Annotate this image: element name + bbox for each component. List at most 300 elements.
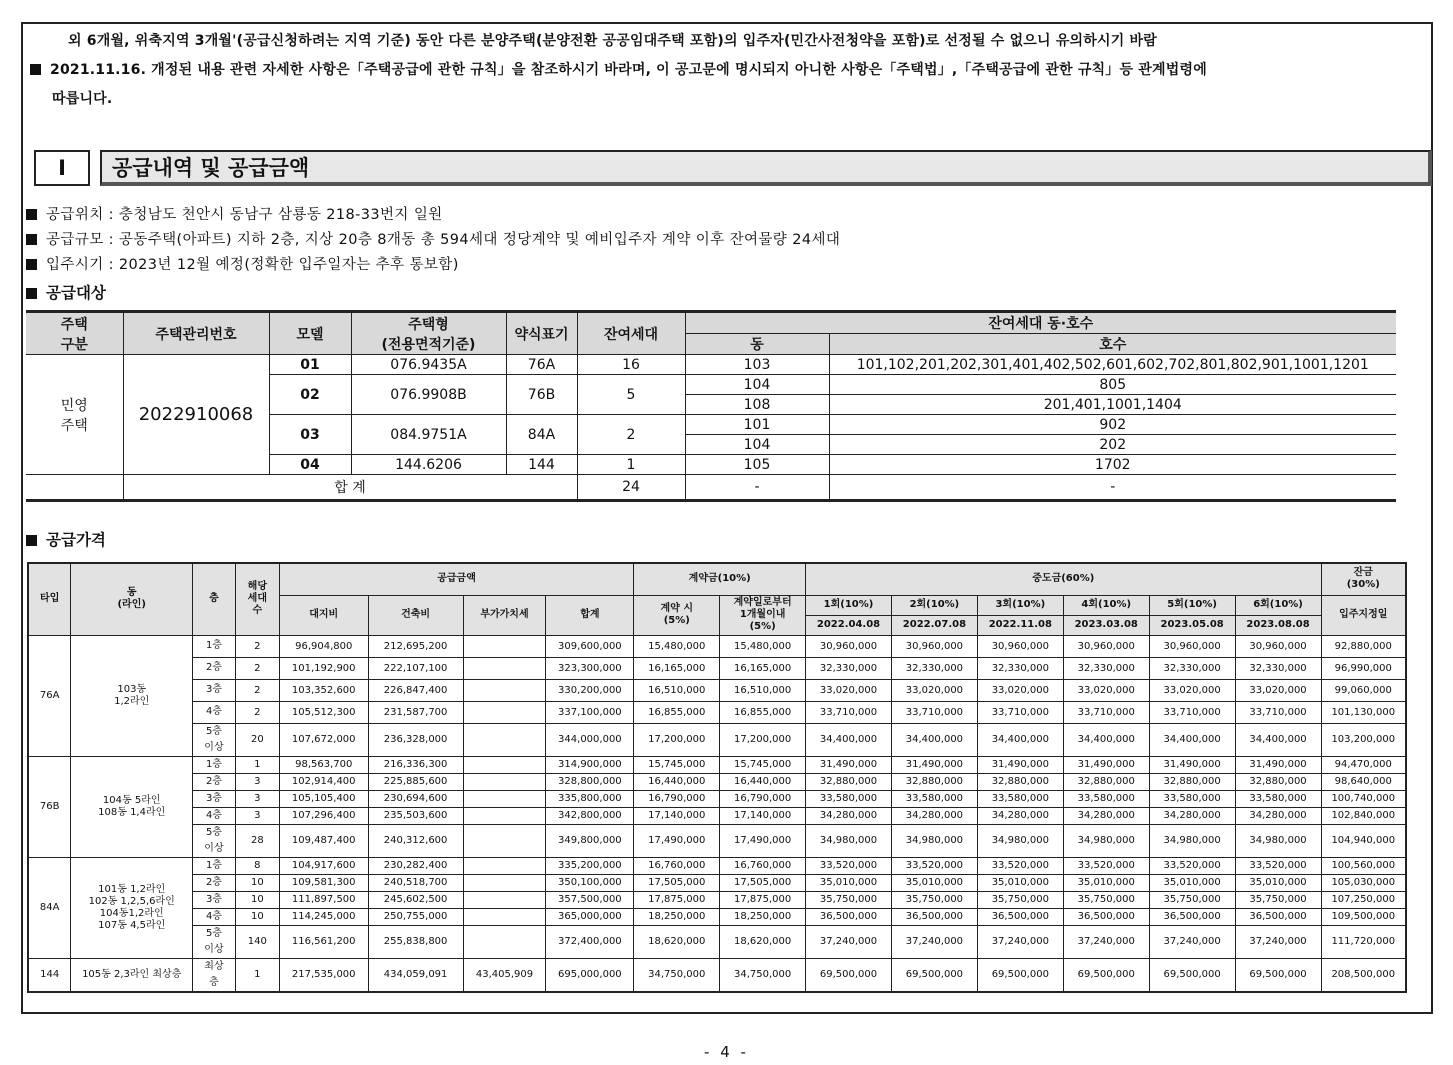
units-cell: 3 [235,790,279,807]
floor-cell: 최상 층 [193,958,236,992]
bullet-square-icon [26,259,37,270]
info-movein [26,253,459,274]
header-balance: 잔금 (30%) [1321,563,1406,595]
units-cell: 10 [235,891,279,908]
land-cost-cell: 116,561,200 [279,925,368,958]
balance-cell: 208,500,000 [1321,958,1406,992]
middle-2-cell: 35,010,000 [891,874,977,891]
balance-cell: 100,740,000 [1321,790,1406,807]
deposit-2-cell: 17,875,000 [720,891,806,908]
middle-2-cell: 36,500,000 [891,908,977,925]
deposit-2-cell: 16,790,000 [720,790,806,807]
total-ho-cell: - [829,475,1396,501]
middle-4-cell: 35,750,000 [1063,891,1149,908]
deposit-1-cell: 15,480,000 [634,635,720,657]
middle-6-cell: 34,980,000 [1235,824,1321,857]
land-cost-cell: 103,352,600 [279,679,368,701]
middle-4-cell: 32,330,000 [1063,657,1149,679]
price-row [28,657,1406,679]
middle-4-cell: 33,520,000 [1063,857,1149,874]
middle-1-cell: 33,520,000 [806,857,892,874]
dong-cell: 104 [685,375,829,395]
price-type-cell: 76A [28,635,71,756]
units-cell: 28 [235,824,279,857]
middle-4-cell: 30,960,000 [1063,635,1149,657]
units-cell: 1 [235,958,279,992]
units-cell: 2 [235,657,279,679]
vat-cell [463,773,546,790]
middle-5-cell: 36,500,000 [1149,908,1235,925]
balance-cell: 96,990,000 [1321,657,1406,679]
supply-price-table [27,562,1407,993]
header-dong: 동 [685,334,829,355]
sum-cell: 328,800,000 [546,773,634,790]
building-cost-cell: 231,587,700 [368,701,463,723]
remain-count-cell: 2 [577,415,685,455]
building-cost-cell: 212,695,200 [368,635,463,657]
abbr-cell: 76A [506,355,577,375]
middle-4-cell: 69,500,000 [1063,958,1149,992]
middle-3-cell: 32,330,000 [977,657,1063,679]
building-cost-cell: 222,107,100 [368,657,463,679]
building-cost-cell: 216,336,300 [368,756,463,773]
middle-1-cell: 33,580,000 [806,790,892,807]
header-dep2: 계약일로부터 1개월이내 (5%) [720,595,806,635]
middle-2-cell: 31,490,000 [891,756,977,773]
vat-cell [463,824,546,857]
floor-cell: 5층 이상 [193,723,236,756]
balance-cell: 99,060,000 [1321,679,1406,701]
supply-price-heading-text: 공급가격 [46,531,106,549]
remain-count-cell: 1 [577,455,685,475]
middle-6-cell: 37,240,000 [1235,925,1321,958]
middle-6-cell: 33,020,000 [1235,679,1321,701]
middle-3-cell: 33,520,000 [977,857,1063,874]
supply-target-table [26,310,1396,502]
deposit-2-cell: 18,620,000 [720,925,806,958]
middle-2-cell: 37,240,000 [891,925,977,958]
balance-cell: 111,720,000 [1321,925,1406,958]
middle-5-cell: 31,490,000 [1149,756,1235,773]
middle-4-cell: 34,280,000 [1063,807,1149,824]
header-floor: 층 [193,563,236,635]
blank-cell [26,475,123,501]
sum-cell: 330,200,000 [546,679,634,701]
header-middle: 중도금(60%) [806,563,1321,595]
building-cost-cell: 250,755,000 [368,908,463,925]
notice-line-1: 외 6개월, 위축지역 3개월'(공급신청하려는 지역 기준) 동안 다른 분양주택(분양전환 공공임대주택 포함)의 입주자(민간사전청약을 포함)로 선정될 수 없으니 유의하시기 바람 [68,33,1157,49]
deposit-2-cell: 16,855,000 [720,701,806,723]
ho-cell: 202 [829,435,1396,455]
section-title: 공급내역 및 공급금액 [100,150,1432,186]
dong-cell: 104 [685,435,829,455]
deposit-2-cell: 15,745,000 [720,756,806,773]
deposit-2-cell: 17,490,000 [720,824,806,857]
bullet-square-icon [30,64,41,75]
price-row [28,679,1406,701]
floor-cell: 4층 [193,701,236,723]
floor-cell: 3층 [193,891,236,908]
notice-line-2 [30,59,1430,79]
middle-4-cell: 32,880,000 [1063,773,1149,790]
deposit-2-cell: 16,760,000 [720,857,806,874]
deposit-1-cell: 16,760,000 [634,857,720,874]
notice-line-2-text: 2021.11.16. 개정된 내용 관련 자세한 사항은「주택공급에 관한 규칙」을 참조하시기 바라며, 이 공고문에 명시되지 아니한 사항은「주택법」,「주택공급에 관한 규칙」등 관계법령에 [50,62,1207,78]
middle-6-cell: 32,330,000 [1235,657,1321,679]
middle-4-cell: 33,580,000 [1063,790,1149,807]
info-scale-text: 공급규모 : 공동주택(아파트) 지하 2층, 지상 20층 8개동 총 594세대 정당계약 및 예비입주자 계약 이후 잔여물량 24세대 [46,232,841,248]
middle-5-cell: 32,880,000 [1149,773,1235,790]
vat-cell [463,723,546,756]
building-cost-cell: 236,328,000 [368,723,463,756]
middle-1-cell: 34,400,000 [806,723,892,756]
units-cell: 2 [235,701,279,723]
floor-cell: 2층 [193,874,236,891]
header-ho: 호수 [829,334,1396,355]
middle-1-cell: 32,330,000 [806,657,892,679]
middle-2-cell: 32,330,000 [891,657,977,679]
middle-5-cell: 34,280,000 [1149,807,1235,824]
middle-6-cell: 36,500,000 [1235,908,1321,925]
price-type-cell: 144 [28,958,71,992]
middle-3-cell: 33,020,000 [977,679,1063,701]
units-cell: 8 [235,857,279,874]
middle-2-cell: 34,280,000 [891,807,977,824]
middle-6-cell: 33,710,000 [1235,701,1321,723]
middle-3-cell: 34,280,000 [977,807,1063,824]
deposit-1-cell: 17,200,000 [634,723,720,756]
middle-4-cell: 33,710,000 [1063,701,1149,723]
supply-price-heading [26,528,106,550]
model-cell: 01 [269,355,351,375]
supply-target-heading-text: 공급대상 [46,284,106,302]
price-row [28,891,1406,908]
middle-6-cell: 35,010,000 [1235,874,1321,891]
price-row [28,824,1406,857]
header-mid-date-6: 2023.08.08 [1235,615,1321,635]
land-cost-cell: 105,512,300 [279,701,368,723]
price-dong-cell: 103동 1,2라인 [71,635,193,756]
land-cost-cell: 109,487,400 [279,824,368,857]
deposit-1-cell: 17,505,000 [634,874,720,891]
ho-cell: 902 [829,415,1396,435]
vat-cell [463,679,546,701]
dong-cell: 108 [685,395,829,415]
middle-3-cell: 37,240,000 [977,925,1063,958]
balance-cell: 100,560,000 [1321,857,1406,874]
model-cell: 03 [269,415,351,455]
sum-cell: 323,300,000 [546,657,634,679]
land-cost-cell: 111,897,500 [279,891,368,908]
price-row [28,857,1406,874]
header-dep1: 계약 시 (5%) [634,595,720,635]
middle-5-cell: 32,330,000 [1149,657,1235,679]
sum-cell: 335,800,000 [546,790,634,807]
deposit-1-cell: 18,620,000 [634,925,720,958]
price-type-cell: 76B [28,756,71,857]
land-cost-cell: 98,563,700 [279,756,368,773]
deposit-2-cell: 16,165,000 [720,657,806,679]
middle-4-cell: 37,240,000 [1063,925,1149,958]
middle-4-cell: 31,490,000 [1063,756,1149,773]
price-row [28,958,1406,992]
notice-line-3: 따릅니다. [52,91,113,107]
floor-cell: 3층 [193,790,236,807]
price-row [28,790,1406,807]
middle-1-cell: 35,750,000 [806,891,892,908]
header-dong-line: 동 (라인) [71,563,193,635]
middle-6-cell: 69,500,000 [1235,958,1321,992]
vat-cell [463,807,546,824]
floor-cell: 2층 [193,773,236,790]
total-count-cell: 24 [577,475,685,501]
units-cell: 3 [235,773,279,790]
middle-3-cell: 35,010,000 [977,874,1063,891]
bullet-square-icon [26,209,37,220]
middle-2-cell: 33,580,000 [891,790,977,807]
housing-cell: 076.9908B [351,375,506,415]
price-row [28,773,1406,790]
middle-5-cell: 34,980,000 [1149,824,1235,857]
abbr-cell: 144 [506,455,577,475]
floor-cell: 5층 이상 [193,925,236,958]
vat-cell [463,891,546,908]
price-row [28,756,1406,773]
deposit-1-cell: 17,140,000 [634,807,720,824]
floor-cell: 4층 [193,807,236,824]
ho-cell: 805 [829,375,1396,395]
model-cell: 02 [269,375,351,415]
deposit-2-cell: 15,480,000 [720,635,806,657]
info-location-text: 공급위치 : 충청남도 천안시 동남구 삼룡동 218-33번지 일원 [46,207,443,223]
sum-cell: 372,400,000 [546,925,634,958]
deposit-1-cell: 16,855,000 [634,701,720,723]
floor-cell: 1층 [193,756,236,773]
middle-6-cell: 34,400,000 [1235,723,1321,756]
middle-1-cell: 69,500,000 [806,958,892,992]
balance-cell: 104,940,000 [1321,824,1406,857]
info-movein-text: 입주시기 : 2023년 12월 예정(정확한 입주일자는 추후 통보함) [46,257,459,273]
middle-1-cell: 37,240,000 [806,925,892,958]
housing-cell: 084.9751A [351,415,506,455]
land-cost-cell: 102,914,400 [279,773,368,790]
abbr-cell: 76B [506,375,577,415]
floor-cell: 1층 [193,635,236,657]
middle-2-cell: 33,520,000 [891,857,977,874]
vat-cell [463,857,546,874]
header-mid-date-1: 2022.04.08 [806,615,892,635]
land-cost-cell: 217,535,000 [279,958,368,992]
balance-cell: 101,130,000 [1321,701,1406,723]
units-cell: 1 [235,756,279,773]
units-cell: 3 [235,807,279,824]
section-number: I [34,150,90,186]
vat-cell [463,756,546,773]
building-cost-cell: 434,059,091 [368,958,463,992]
header-mid-3: 3회(10%) [977,595,1063,615]
header-land: 대지비 [279,595,368,635]
middle-2-cell: 35,750,000 [891,891,977,908]
vat-cell [463,701,546,723]
building-cost-cell: 255,838,800 [368,925,463,958]
header-supply-amount: 공급금액 [279,563,634,595]
middle-5-cell: 69,500,000 [1149,958,1235,992]
middle-6-cell: 35,750,000 [1235,891,1321,908]
header-balance-date: 입주지정일 [1321,595,1406,635]
deposit-2-cell: 18,250,000 [720,908,806,925]
balance-cell: 94,470,000 [1321,756,1406,773]
middle-3-cell: 69,500,000 [977,958,1063,992]
header-mid-date-4: 2023.03.08 [1063,615,1149,635]
sum-cell: 342,800,000 [546,807,634,824]
floor-cell: 2층 [193,657,236,679]
middle-2-cell: 33,020,000 [891,679,977,701]
price-dong-cell: 101동 1,2라인 102동 1,2,5,6라인 104동1,2라인 107동 4,5라인 [71,857,193,958]
dong-cell: 101 [685,415,829,435]
bullet-square-icon [26,234,37,245]
info-scale [26,228,840,249]
deposit-1-cell: 16,440,000 [634,773,720,790]
middle-4-cell: 34,400,000 [1063,723,1149,756]
middle-5-cell: 34,400,000 [1149,723,1235,756]
bullet-square-icon [26,288,37,299]
floor-cell: 4층 [193,908,236,925]
header-deposit: 계약금(10%) [634,563,806,595]
middle-1-cell: 36,500,000 [806,908,892,925]
sum-cell: 314,900,000 [546,756,634,773]
house-type-cell: 민영 주택 [26,355,123,475]
model-cell: 04 [269,455,351,475]
middle-2-cell: 69,500,000 [891,958,977,992]
building-cost-cell: 240,312,600 [368,824,463,857]
middle-1-cell: 35,010,000 [806,874,892,891]
land-cost-cell: 107,672,000 [279,723,368,756]
land-cost-cell: 105,105,400 [279,790,368,807]
remain-count-cell: 5 [577,375,685,415]
supply-target-heading [26,281,106,303]
middle-1-cell: 33,020,000 [806,679,892,701]
header-mid-date-3: 2022.11.08 [977,615,1063,635]
deposit-1-cell: 16,790,000 [634,790,720,807]
ho-cell: 1702 [829,455,1396,475]
balance-cell: 92,880,000 [1321,635,1406,657]
units-cell: 10 [235,874,279,891]
deposit-2-cell: 17,200,000 [720,723,806,756]
price-row [28,908,1406,925]
middle-3-cell: 34,400,000 [977,723,1063,756]
vat-cell [463,657,546,679]
target-total-row [26,475,1396,501]
land-cost-cell: 96,904,800 [279,635,368,657]
middle-6-cell: 33,520,000 [1235,857,1321,874]
price-row [28,807,1406,824]
ho-cell: 201,401,1001,1404 [829,395,1396,415]
abbr-cell: 84A [506,415,577,455]
units-cell: 2 [235,679,279,701]
units-cell: 2 [235,635,279,657]
middle-1-cell: 32,880,000 [806,773,892,790]
sum-cell: 335,200,000 [546,857,634,874]
deposit-1-cell: 34,750,000 [634,958,720,992]
balance-cell: 109,500,000 [1321,908,1406,925]
balance-cell: 105,030,000 [1321,874,1406,891]
balance-cell: 102,840,000 [1321,807,1406,824]
header-model: 모델 [269,312,351,355]
building-cost-cell: 240,518,700 [368,874,463,891]
info-location [26,203,443,224]
price-row [28,874,1406,891]
units-cell: 10 [235,908,279,925]
deposit-2-cell: 34,750,000 [720,958,806,992]
price-row [28,701,1406,723]
middle-5-cell: 33,710,000 [1149,701,1235,723]
land-cost-cell: 109,581,300 [279,874,368,891]
vat-cell [463,925,546,958]
balance-cell: 98,640,000 [1321,773,1406,790]
units-cell: 140 [235,925,279,958]
vat-cell [463,908,546,925]
header-type: 타입 [28,563,71,635]
middle-5-cell: 33,020,000 [1149,679,1235,701]
deposit-2-cell: 16,440,000 [720,773,806,790]
middle-5-cell: 33,580,000 [1149,790,1235,807]
building-cost-cell: 235,503,600 [368,807,463,824]
target-row [26,355,1396,375]
middle-4-cell: 35,010,000 [1063,874,1149,891]
balance-cell: 107,250,000 [1321,891,1406,908]
middle-3-cell: 32,880,000 [977,773,1063,790]
header-remain-units: 잔여세대 동·호수 [685,312,1396,334]
middle-4-cell: 33,020,000 [1063,679,1149,701]
middle-2-cell: 30,960,000 [891,635,977,657]
deposit-1-cell: 16,510,000 [634,679,720,701]
header-vat: 부가가치세 [463,595,546,635]
middle-2-cell: 34,400,000 [891,723,977,756]
price-row [28,723,1406,756]
building-cost-cell: 245,602,500 [368,891,463,908]
deposit-1-cell: 16,165,000 [634,657,720,679]
header-mid-5: 5회(10%) [1149,595,1235,615]
middle-1-cell: 30,960,000 [806,635,892,657]
middle-6-cell: 31,490,000 [1235,756,1321,773]
deposit-1-cell: 17,875,000 [634,891,720,908]
price-row [28,925,1406,958]
middle-5-cell: 37,240,000 [1149,925,1235,958]
price-row [28,635,1406,657]
vat-cell [463,790,546,807]
header-mid-date-5: 2023.05.08 [1149,615,1235,635]
deposit-1-cell: 17,490,000 [634,824,720,857]
sum-cell: 357,500,000 [546,891,634,908]
land-cost-cell: 101,192,900 [279,657,368,679]
land-cost-cell: 114,245,000 [279,908,368,925]
middle-6-cell: 30,960,000 [1235,635,1321,657]
middle-4-cell: 34,980,000 [1063,824,1149,857]
header-abbr: 약식표기 [506,312,577,355]
deposit-1-cell: 15,745,000 [634,756,720,773]
header-mid-2: 2회(10%) [891,595,977,615]
units-cell: 20 [235,723,279,756]
price-dong-cell: 104동 5라인 108동 1,4라인 [71,756,193,857]
deposit-2-cell: 16,510,000 [720,679,806,701]
vat-cell [463,874,546,891]
middle-6-cell: 33,580,000 [1235,790,1321,807]
middle-3-cell: 36,500,000 [977,908,1063,925]
header-house-type: 주택 구분 [26,312,123,355]
header-building: 건축비 [368,595,463,635]
sum-cell: 350,100,000 [546,874,634,891]
dong-cell: 103 [685,355,829,375]
